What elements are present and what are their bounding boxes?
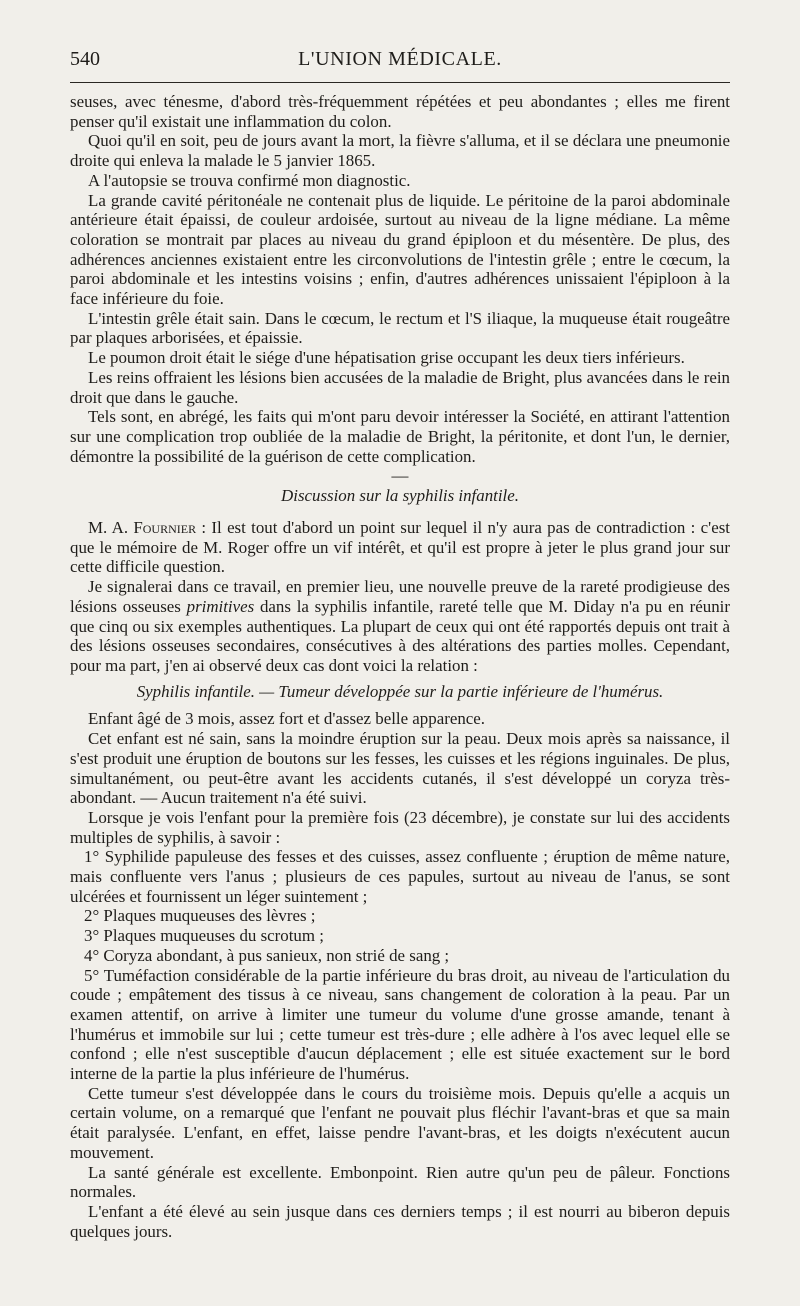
list-item: 2° Plaques muqueuses des lèvres ; (84, 906, 316, 926)
paragraph: Les reins offraient les lésions bien accusées de la maladie de Bright, plus avancées dans le rein droit que dans le gauche. (70, 367, 730, 407)
paragraph: La santé générale est excellente. Embonpoint. Rien autre qu'un peu de pâleur. Fonctions normales. (70, 1162, 730, 1202)
header-rule (70, 82, 730, 83)
paragraph: La grande cavité péritonéale ne contenait plus de liquide. Le péritoine de la paroi abdominale antérieure était épaissi, de couleur ardoisée, surtout au niveau de la ligne médiane. La même coloration se montrait par places au niveau du grand épiploon et du mésentère. De plus, des adhérences anciennes existaient entre les circonvolutions de l'intestin grêle ; entre le cœcum, la paroi abdominale et les intestins voisins ; enfin, d'autres adhérences unissaient l'épiploon à la face inférieure du foie. (70, 190, 730, 309)
paragraph (70, 577, 730, 676)
case-title: Syphilis infantile. — Tumeur développée sur la partie inférieure de l'humérus. (136, 681, 664, 701)
paragraph: Lorsque je vois l'enfant pour la première fois (23 décembre), je constate sur lui des accidents multiples de syphilis, à savoir : (70, 807, 730, 847)
list-item: 3° Plaques muqueuses du scrotum ; (84, 926, 324, 946)
paragraph: Le poumon droit était le siége d'une hépatisation grise occupant les deux tiers inférieurs. (88, 348, 685, 368)
running-title: L'UNION MÉDICALE. (298, 48, 502, 70)
paragraph-text: dans la syphilis infantile, rareté telle que M. Diday n'a pu en réunir que cinq ou six exemples authentiques. La plupart de ceux qui ont été rapportés depuis ont trait à des lésions osseuses secondaires, consécutives à des altérations des parties molles. Cependant, pour ma part, j'en ai observé deux cas dont voici la relation : (70, 596, 730, 675)
page-header (70, 48, 730, 76)
speaker-name: M. A. Fournier : (88, 518, 207, 538)
body-text (70, 92, 730, 1241)
section-title: Discussion sur la syphilis infantile. (281, 486, 519, 506)
paragraph-text: Il est tout d'abord un point sur lequel il n'y aura pas de contradiction : c'est que le mémoire de M. Roger offre un vif intérêt, et qu'il est propre à jeter le plus grand jour sur cette difficile question. (70, 518, 730, 577)
page-number: 540 (70, 48, 100, 70)
paragraph: Enfant âgé de 3 mois, assez fort et d'assez belle apparence. (88, 709, 485, 729)
section-divider: — (391, 466, 409, 486)
paragraph: L'intestin grêle était sain. Dans le cœcum, le rectum et l'S iliaque, la muqueuse était rougeâtre par plaques arborisées, et épaissie. (70, 308, 730, 348)
paragraph (70, 518, 730, 577)
paragraph: Tels sont, en abrégé, les faits qui m'ont paru devoir intéresser la Société, en attirant l'attention sur une complication trop oubliée de la maladie de Bright, la péritonite, et dont l'un, le dernier, démontre la possibilité de la guérison de cette complication. (70, 407, 730, 466)
paragraph: Cette tumeur s'est développée dans le cours du troisième mois. Depuis qu'elle a acquis un certain volume, on a remarqué que l'enfant ne pouvait plus fléchir l'avant-bras et que sa main était paralysée. L'enfant, en effet, laisse pendre l'avant-bras, et les doigts n'exécutent aucun mouvement. (70, 1083, 730, 1162)
paragraph: seuses, avec ténesme, d'abord très-fréquemment répétées et peu abondantes ; elles me firent penser qu'il existait une inflammation du colon. (70, 92, 730, 131)
paragraph: Cet enfant est né sain, sans la moindre éruption sur la peau. Deux mois après sa naissance, il s'est produit une éruption de boutons sur les fesses, les cuisses et les régions inguinales. De plus, simultanément, ou peut-être avant les accidents cutanés, il s'est développé un coryza très-abondant. — Aucun traitement n'a été suivi. (70, 729, 730, 808)
paragraph-text: Je signalerai dans ce travail, en premier lieu, une nouvelle preuve de la rareté prodigieuse des lésions osseuses (70, 577, 730, 616)
paragraph: Quoi qu'il en soit, peu de jours avant la mort, la fièvre s'alluma, et il se déclara une pneumonie droite qui enleva la malade le 5 janvier 1865. (70, 131, 730, 171)
list-item: 5° Tuméfaction considérable de la partie inférieure du bras droit, au niveau de l'articulation du coude ; empâtement des tissus à ce niveau, sans changement de coloration à la peau. Par un examen attentif, on arrive à limiter une tumeur du volume d'une grosse amande, tenant à l'humérus et immobile sur lui ; cette tumeur est très-dure ; elle adhère à l'os avec lequel elle se confond ; elle n'est susceptible d'aucun déplacement ; elle est située exactement sur le bord interne de la partie la plus inférieure de l'humérus. (70, 965, 730, 1084)
list-item: 1° Syphilide papuleuse des fesses et des cuisses, assez confluente ; éruption de même nature, mais confluente vers l'anus ; plusieurs de ces papules, surtout au niveau de l'anus, se sont ulcérées et fournissent un léger suintement ; (70, 847, 730, 906)
paragraph: L'enfant a été élevé au sein jusque dans ces derniers temps ; il est nourri au biberon depuis quelques jours. (70, 1201, 730, 1241)
emphasis: primitives (186, 596, 255, 616)
paragraph: A l'autopsie se trouva confirmé mon diagnostic. (88, 170, 411, 190)
list-item: 4° Coryza abondant, à pus sanieux, non strié de sang ; (84, 945, 450, 965)
